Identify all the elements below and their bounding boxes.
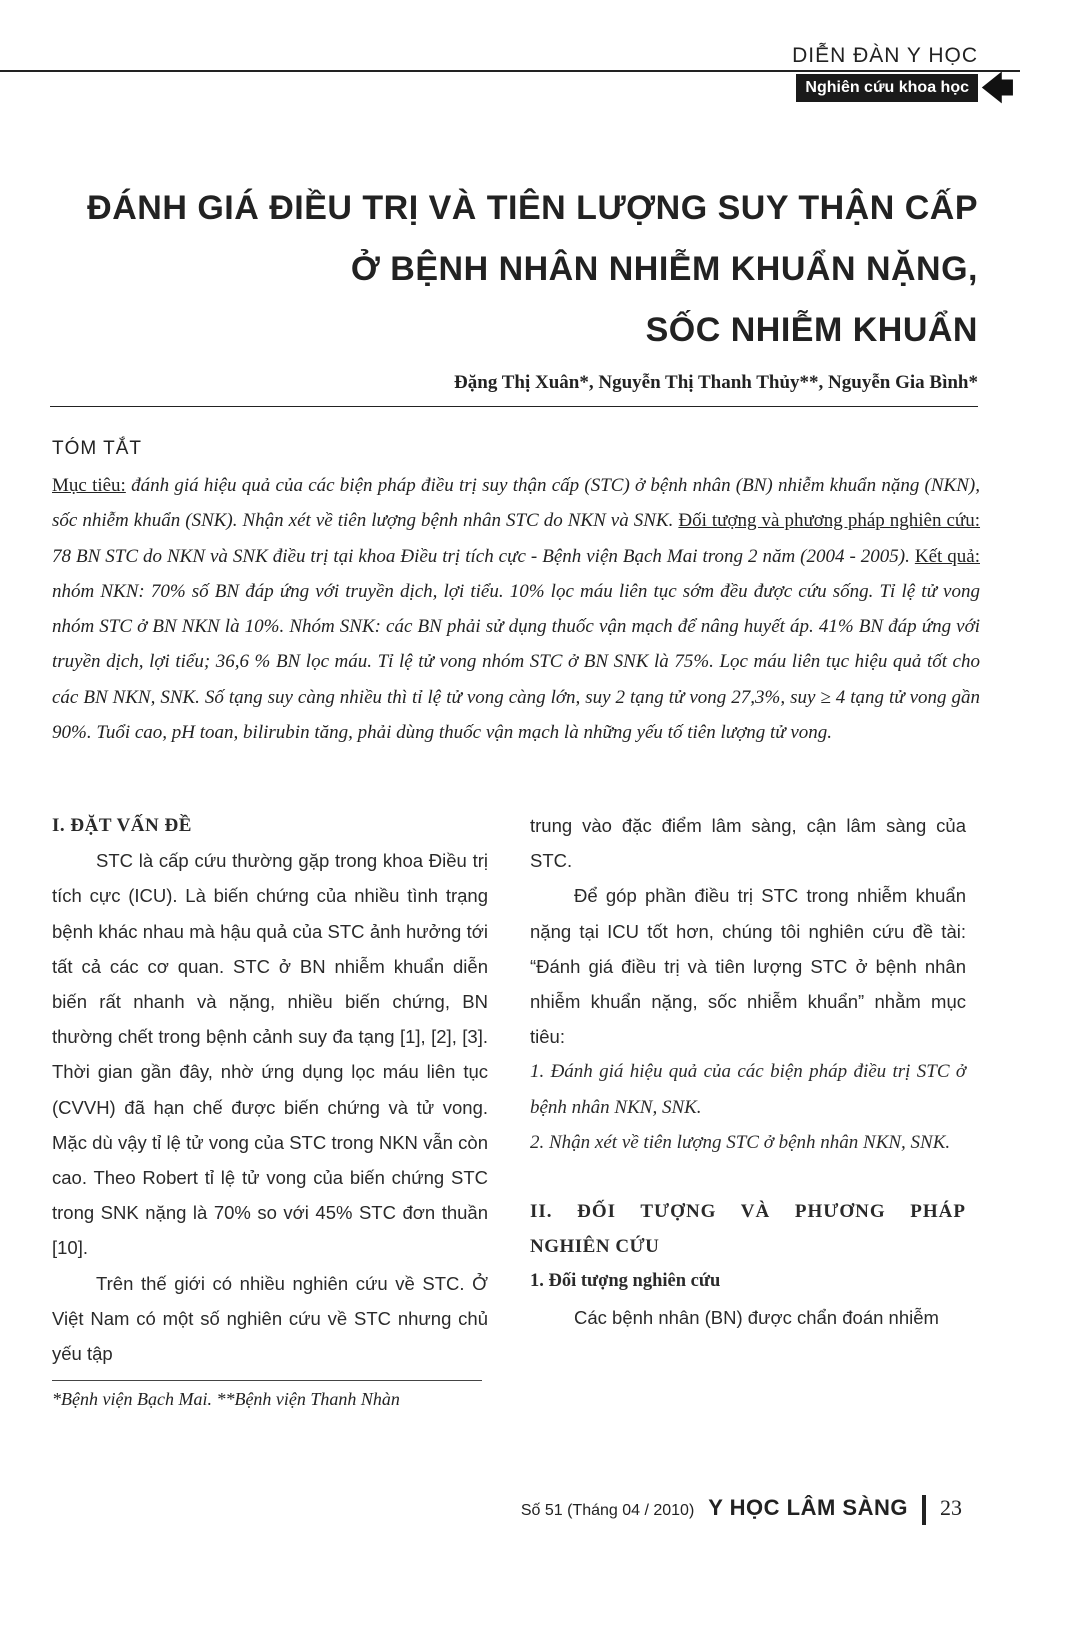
objective-2: 2. Nhận xét về tiên lượng STC ở bệnh nhân NKN, SNK. xyxy=(530,1131,951,1153)
header-rule xyxy=(0,70,1020,72)
abstract-label-results: Kết quả: xyxy=(914,545,980,567)
abstract-heading: TÓM TẮT xyxy=(52,438,143,459)
author-divider xyxy=(50,406,978,407)
abstract-text-methods: 78 BN STC do NKN và SNK điều trị tại khoa Điều trị tích cực - Bệnh viện Bạch Mai trong 2 năm (2004 - 2005). xyxy=(52,545,915,567)
title-line-1: ĐÁNH GIÁ ĐIỀU TRỊ VÀ TIÊN LƯỢNG SUY THẬN CẤP xyxy=(87,189,978,227)
footer-journal-name: Y HỌC LÂM SÀNG xyxy=(708,1495,908,1520)
article-title xyxy=(78,178,978,361)
issue-info: Số 51 (Tháng 04 / 2010) xyxy=(520,1502,695,1519)
intro-paragraph-3: Để góp phần điều trị STC trong nhiễm khuẩn nặng tại ICU tốt hơn, chúng tôi nghiên cứu đề tài: “Đánh giá điều trị và tiên lượng STC ở bệnh nhân nhiễm khuẩn nặng, sốc nhiễm khuẩn” nhằm mục tiêu: xyxy=(530,885,966,1048)
page-number: 23 xyxy=(940,1495,962,1520)
intro-paragraph-1: STC là cấp cứu thường gặp trong khoa Điều trị tích cực (ICU). Là biến chứng của nhiều tình trạng bệnh khác nhau mà hậu quả của STC ảnh hưởng tới tất cả các cơ quan. STC ở BN nhiễm khuẩn diễn biến rất nhanh và nặng, nhiều biến chứng, BN thường chết trong bệnh cảnh suy đa tạng [1], [2], [3]. Thời gian gần đây, nhờ ứng dụng lọc máu liên tục (CVVH) đã hạn chế được biến chứng và tử vong. Mặc dù vậy tỉ lệ tử vong của STC trong NKN vẫn còn cao. Theo Robert tỉ lệ tử vong của biến chứng STC trong SNK nặng là 70% so với 45% STC đơn thuần [10]. xyxy=(52,850,488,1259)
section-2-heading-line-2: NGHIÊN CỨU xyxy=(530,1236,660,1258)
abstract-text-objective: đánh giá hiệu quả của các biện pháp điều trị suy thận cấp (STC) ở bệnh nhân (BN) nhiễm khuẩn nặng (NKN), sốc nhiễm khuẩn (SNK). Nhận xét về tiên lượng bệnh nhân STC do NKN và SNK. xyxy=(52,475,980,532)
page-footer xyxy=(521,1495,962,1525)
section-1-heading: I. ĐẶT VẤN ĐỀ xyxy=(52,815,192,836)
objective-1: 1. Đánh giá hiệu quả của các biện pháp điều trị STC ở bệnh nhân NKN, SNK. xyxy=(530,1061,966,1118)
intro-paragraph-continued: trung vào đặc điểm lâm sàng, cận lâm sàng của STC. xyxy=(530,815,966,872)
author-list: Đặng Thị Xuân*, Nguyễn Thị Thanh Thủy**, Nguyễn Gia Bình* xyxy=(454,372,978,393)
title-line-2: Ở BỆNH NHÂN NHIỄM KHUẨN NẶNG, xyxy=(350,250,978,288)
abstract-text-results: nhóm NKN: 70% số BN đáp ứng với truyền dịch, lợi tiểu. 10% lọc máu liên tục sớm đều được cứu sống. Tỉ lệ tử vong nhóm STC ở BN NKN là 10%. Nhóm SNK: các BN phải sử dụng thuốc vận mạch để nâng huyết áp. 41% BN đáp ứng với truyền dịch, lợi tiểu; 36,6 % BN lọc máu. Tỉ lệ tử vong nhóm STC ở BN SNK là 75%. Lọc máu liên tục hiệu quả tốt cho các BN NKN, SNK. Số tạng suy càng nhiều thì tỉ lệ tử vong càng lớn, suy 2 tạng tử vong 27,3%, suy ≥ 4 tạng tử vong gần 90%. Tuổi cao, pH toan, bilirubin tăng, phải dùng thuốc vận mạch là những yếu tố tiên lượng tử vong. xyxy=(52,580,980,744)
footnote-rule xyxy=(52,1380,482,1381)
journal-name: DIỄN ĐÀN Y HỌC xyxy=(792,44,978,67)
intro-paragraph-2: Trên thế giới có nhiều nghiên cứu về STC. Ở Việt Nam có một số nghiên cứu về STC nhưng chủ yếu tập xyxy=(52,1272,488,1365)
right-column xyxy=(530,808,966,1335)
footer-divider xyxy=(922,1495,926,1525)
arrow-left-icon: 🡄 xyxy=(980,69,1014,107)
section-2-heading-line-1: II. ĐỐI TƯỢNG VÀ PHƯƠNG PHÁP xyxy=(530,1201,966,1223)
abstract-body xyxy=(52,468,980,750)
subsection-1-heading: 1. Đối tượng nghiên cứu xyxy=(530,1271,721,1292)
abstract-label-methods: Đối tượng và phương pháp nghiên cứu: xyxy=(678,510,981,532)
left-column xyxy=(52,808,488,1371)
methods-paragraph-1: Các bệnh nhân (BN) được chẩn đoán nhiễm xyxy=(574,1306,939,1328)
footnote-affiliations: *Bệnh viện Bạch Mai. **Bệnh viện Thanh Nhàn xyxy=(52,1389,400,1409)
section-badge: Nghiên cứu khoa học xyxy=(796,74,978,102)
title-line-3: SỐC NHIỄM KHUẨN xyxy=(645,311,978,349)
abstract-label-objective: Mục tiêu: xyxy=(52,475,126,496)
